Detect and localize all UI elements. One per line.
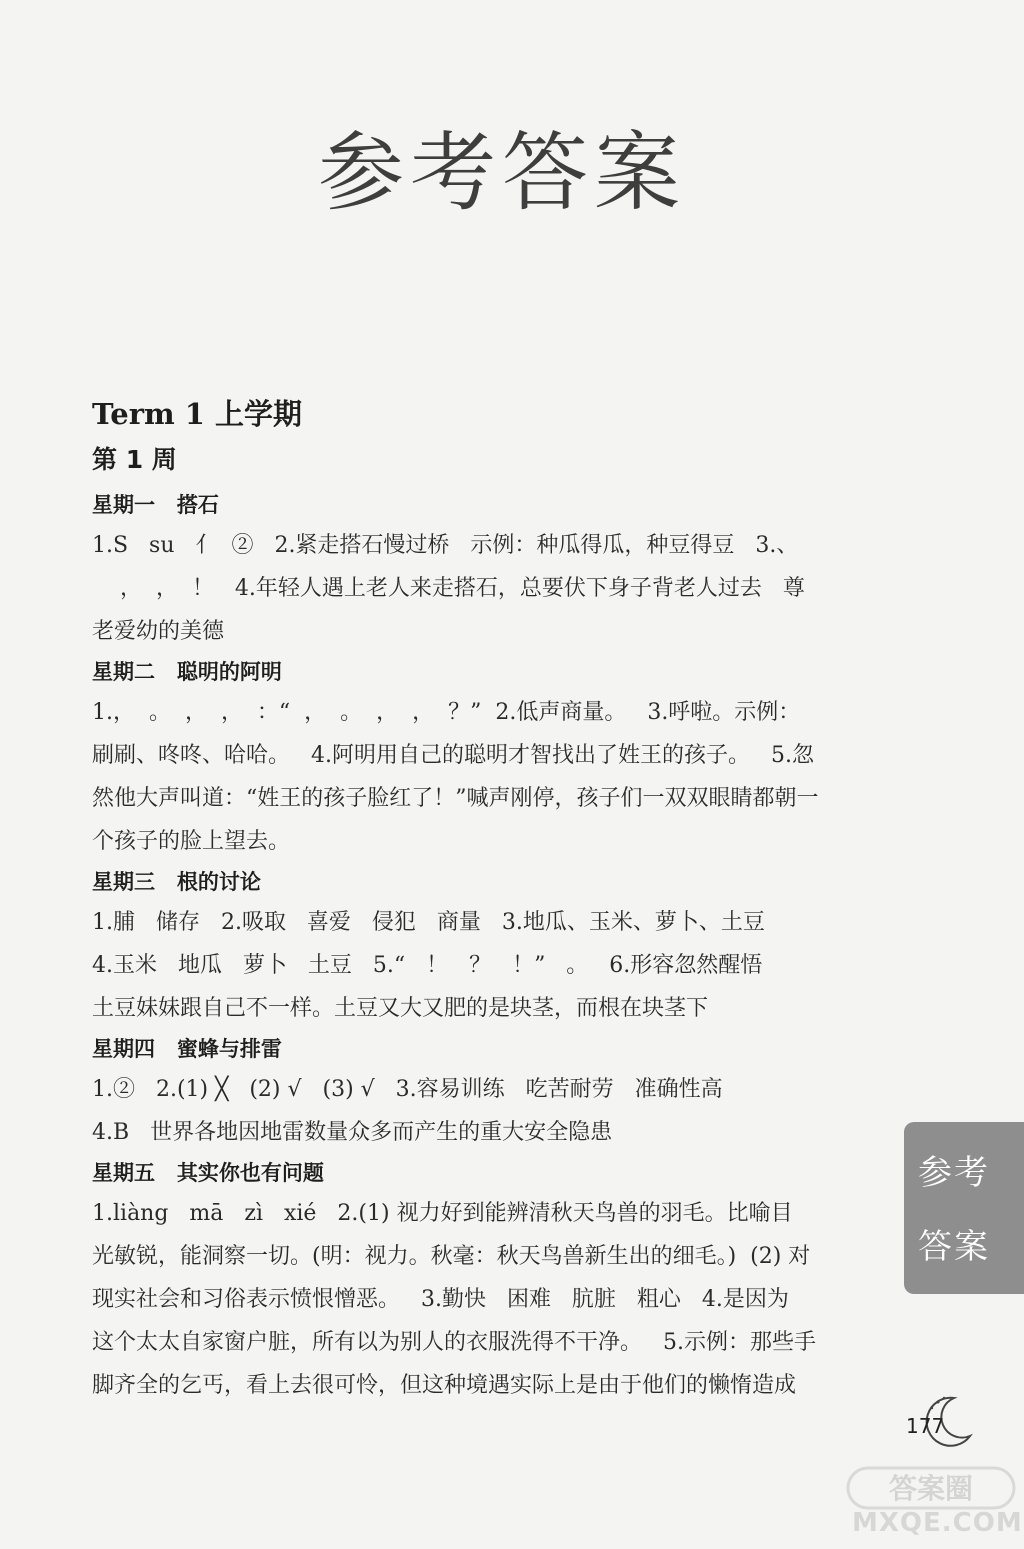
answer-line: 1.② 2.(1) ╳ (2) √ (3) √ 3.容易训练 吃苦耐劳 准确性高	[92, 1077, 723, 1102]
answer-line: 1.脯 储存 2.吸取 喜爱 侵犯 商量 3.地瓜、玉米、萝卜、土豆	[92, 910, 765, 935]
answer-line: 土豆妹妹跟自己不一样。土豆又大又肥的是块茎，而根在块茎下	[92, 996, 709, 1021]
section-heading-wednesday: 星期三 根的讨论	[92, 870, 261, 894]
answer-line: 1.， 。 ， ， ：“ ， 。 ， ， ？” 2.低声商量。 3.呼啦。示例：	[92, 700, 801, 725]
term-heading: Term 1 上学期	[92, 397, 303, 431]
page-title: 参考答案	[318, 123, 686, 223]
answer-line: 老爱幼的美德	[92, 619, 225, 644]
answer-line: 1.liàng mā zì xié 2.(1) 视力好到能辨清秋天鸟兽的羽毛。比喻目	[92, 1201, 793, 1226]
answer-line: 脚齐全的乞丐，看上去很可怜，但这种境遇实际上是由于他们的懒惰造成	[92, 1373, 797, 1398]
side-tab-label: 参考答案	[918, 1153, 990, 1267]
answer-line: 这个太太自家窗户脏，所有以为别人的衣服洗得不干净。 5.示例：那些手	[92, 1330, 816, 1355]
answer-line: 现实社会和习俗表示愤恨憎恶。 3.勤快 困难 肮脏 粗心 4.是因为	[92, 1287, 789, 1312]
answer-line: 个孩子的脸上望去。	[92, 829, 291, 854]
section-heading-thursday: 星期四 蜜蜂与排雷	[92, 1037, 282, 1061]
side-tab	[904, 1122, 1024, 1294]
answer-line: 刷刷、咚咚、哈哈。 4.阿明用自己的聪明才智找出了姓王的孩子。 5.忽	[92, 743, 814, 768]
answer-line: ， ， ！ 4.年轻人遇上老人来走搭石，总要伏下身子背老人过去 尊	[92, 576, 805, 601]
page-number: 177	[906, 1414, 945, 1438]
answer-line: 光敏锐，能洞察一切。(明：视力。秋毫：秋天鸟兽新生出的细毛。) (2) 对	[92, 1244, 811, 1269]
answer-content	[92, 486, 892, 1407]
watermark-logo	[846, 1460, 1016, 1512]
watermark-logo-text: 答案圈	[888, 1472, 974, 1505]
section-heading-tuesday: 星期二 聪明的阿明	[92, 660, 282, 684]
week-heading: 第 1 周	[92, 445, 177, 474]
answer-line: 4.B 世界各地因地雷数量众多而产生的重大安全隐患	[92, 1120, 613, 1145]
watermark-text: MXQE.COM	[852, 1508, 1023, 1538]
answer-line: 然他大声叫道：“姓王的孩子脸红了！”喊声刚停，孩子们一双双眼睛都朝一	[92, 786, 819, 811]
section-heading-monday: 星期一 搭石	[92, 493, 219, 517]
answer-line: 1.S su 亻 ② 2.紧走搭石慢过桥 示例：种瓜得瓜，种豆得豆 3.、	[92, 533, 799, 558]
section-heading-friday: 星期五 其实你也有问题	[92, 1161, 324, 1185]
answer-line: 4.玉米 地瓜 萝卜 土豆 5.“ ！ ？ ！” 。 6.形容忽然醒悟	[92, 953, 763, 978]
